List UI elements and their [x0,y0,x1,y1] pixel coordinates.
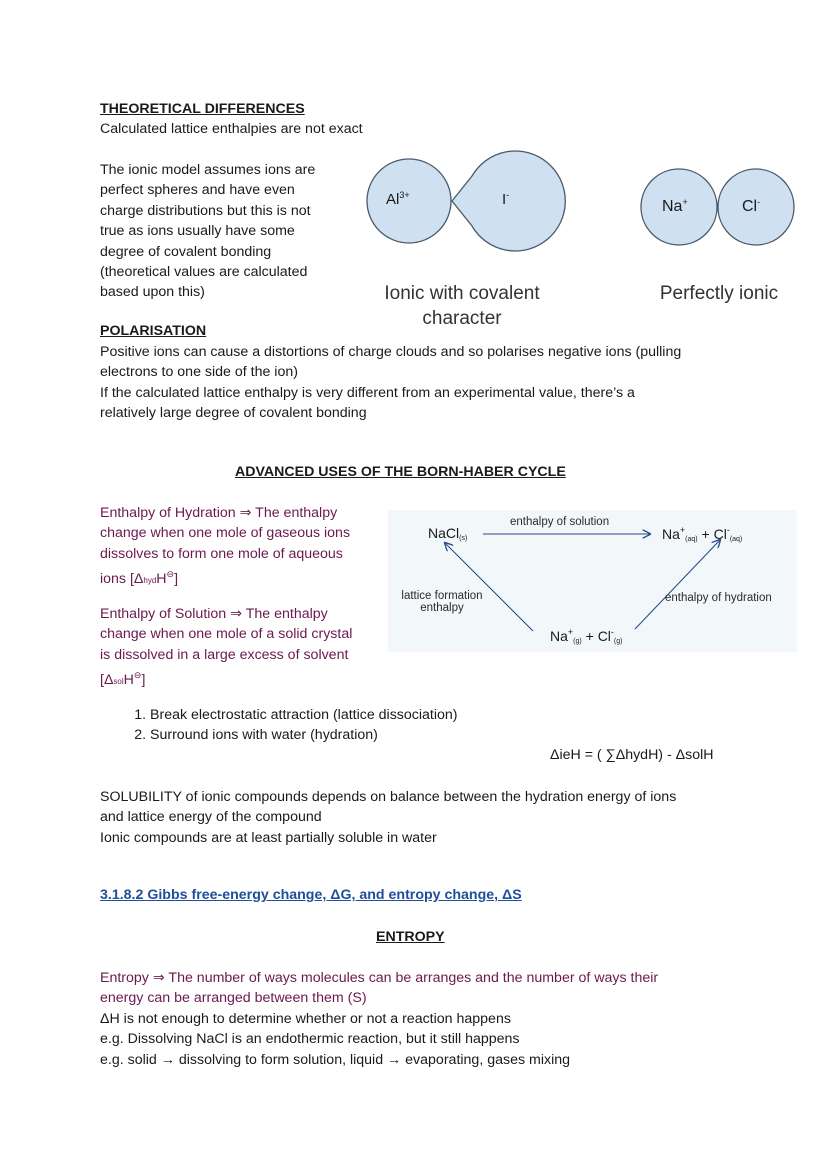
enthalpy-of-hydration-definition [100,503,350,592]
definition-line: Enthalpy of Hydration ⇒ The enthalpy [100,505,338,521]
entropy-definition [100,968,658,1009]
paragraph-line: The ionic model assumes ions are [100,162,316,178]
al-ion-label: $Al^{3+}$ [386,190,410,208]
iodide-ion-label: I- [502,190,510,208]
section-subtitle: Calculated lattice enthalpies are not exact [100,121,363,137]
paragraph-line: charge distributions but this is not [100,202,311,219]
entropy-notes [100,1009,570,1070]
definition-line: is dissolved in a large excess of solvent [100,646,349,663]
label-line: lattice formation [401,590,483,602]
nacl-solid-label: NaCl$_{(s)}$ [428,525,468,542]
paragraph-line: based upon this) [100,284,205,301]
paragraph-line: and lattice energy of the compound [100,809,322,826]
paragraph-line: degree of covalent bonding [100,243,272,260]
definition-line: change when one mole of a solid crystal [100,626,353,643]
na-ion-label: Na+ [662,197,688,215]
caption-covalent-character [352,281,572,331]
definition-line: change when one mole of gaseous ions [100,525,351,542]
definition-line: dissolves to form one mole of aqueous [100,545,343,562]
caption-line: character [422,308,502,329]
polarisation-paragraph [100,342,681,424]
paragraph-line: perfect spheres and have even [100,182,295,199]
arrow-lattice-formation [445,543,533,631]
definition-line: Entropy ⇒ The number of ways molecules can be arranges and the number of ways their [100,970,659,986]
caption-line: Ionic with covalent [384,283,540,304]
cl-ion-label: Cl- [742,197,761,215]
label-line: enthalpy [420,602,464,614]
paragraph-line: relatively large degree of covalent bonding [100,405,367,422]
ionic-model-paragraph [100,160,315,303]
paragraph-line: electrons to one side of the ion) [100,364,298,381]
gaseous-ions-label: $Na^+_{(g)} + Cl^-_{(g)}$ [550,627,623,645]
paragraph-line: true as ions usually have some [100,223,295,240]
solution-symbol: [ΔsolH⊖] [100,670,146,689]
enthalpy-of-hydration-label: enthalpy of hydration [665,592,772,604]
paragraph-line: e.g. Dissolving NaCl is an endothermic reaction, but it still happens [100,1031,520,1048]
dissolving-steps-list [100,705,458,746]
aqueous-ions-label: $Na^+_{(aq)} + Cl^-_{(aq)}$ [662,525,743,543]
section-heading-entropy: ENTROPY [376,929,445,945]
solution-cycle-diagram [388,510,797,652]
paragraph-line: e.g. solid → dissolving to form solution, liquid → evaporating, gases mixing [100,1051,570,1068]
list-item: 1. Break electrostatic attraction (lattice dissociation) [150,705,458,725]
section-heading-theoretical-differences: THEORETICAL DIFFERENCES [100,101,305,117]
gibbs-free-energy-link[interactable]: 3.1.8.2 Gibbs free-energy change, ΔG, and entropy change, ΔS [100,887,522,903]
lattice-formation-enthalpy-label [396,590,488,614]
paragraph-line: Positive ions can cause a distortions of charge clouds and so polarises negative ions (pulling [100,344,682,360]
solubility-paragraph [100,787,676,848]
list-item: 2. Surround ions with water (hydration) [150,725,458,745]
arrow-enthalpy-of-hydration [635,540,720,629]
enthalpy-of-solution-label: enthalpy of solution [510,516,610,528]
caption-perfectly-ionic: Perfectly ionic [659,283,779,304]
paragraph-line: ΔH is not enough to determine whether or not a reaction happens [100,1011,511,1027]
paragraph-line: If the calculated lattice enthalpy is very different from an experimental value, there’s a [100,384,635,401]
section-heading-polarisation: POLARISATION [100,323,207,339]
enthalpy-of-solution-definition [100,604,352,693]
section-heading-born-haber: ADVANCED USES OF THE BORN-HABER CYCLE [235,464,566,480]
hydration-symbol: ions [ΔhydH⊖] [100,569,179,588]
definition-line: energy can be arranged between them (S) [100,990,367,1007]
definition-line: Enthalpy of Solution ⇒ The enthalpy [100,606,328,622]
lattice-enthalpy-equation: ΔieH = ( ∑ΔhydH) - ΔsolH [550,747,714,763]
paragraph-line: (theoretical values are calculated [100,264,308,281]
paragraph-line: Ionic compounds are at least partially soluble in water [100,829,437,846]
paragraph-line: SOLUBILITY of ionic compounds depends on balance between the hydration energy of ions [100,789,677,805]
